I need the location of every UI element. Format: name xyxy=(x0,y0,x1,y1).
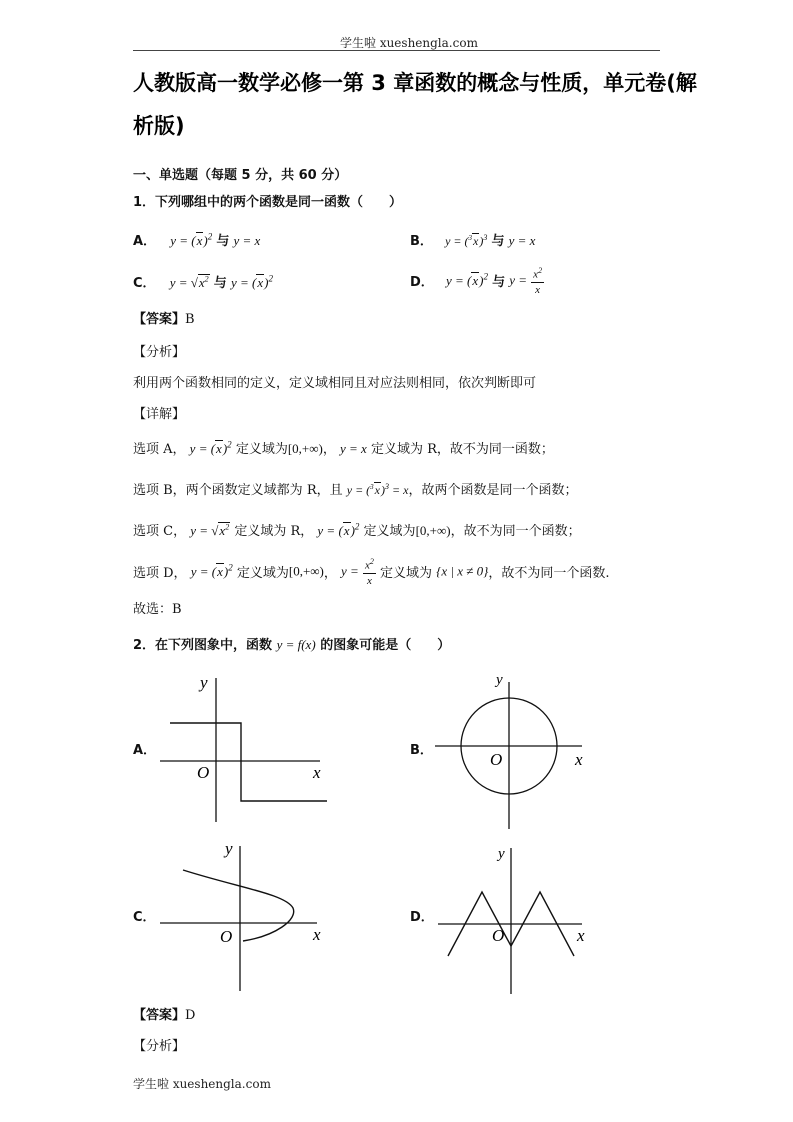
q2-option-c-label: C． xyxy=(133,910,156,925)
q1-option-d-label: D． xyxy=(410,274,434,290)
q1-option-c-rhs: $y = (x)^2$ xyxy=(230,273,273,290)
section-heading: 一、单选题（每题 5 分，共 60 分） xyxy=(133,168,348,183)
q1-option-d-join: 与 xyxy=(492,274,506,290)
q1-detail-d-text5: ，故不为同一个函数. xyxy=(488,565,610,581)
q1-detail-d-set: {x | x ≠ 0} xyxy=(436,563,489,579)
q1-analysis-tag: 【分析】 xyxy=(133,345,186,360)
q2-answer-tag: 【答案】 xyxy=(133,1008,186,1023)
q1-detail-a-text3: ， xyxy=(322,442,336,457)
header-rule xyxy=(133,50,660,51)
q1-detail-d-fraction: $\frac{x^2}{x}$ xyxy=(364,557,374,587)
q1-option-d xyxy=(410,264,544,297)
q1-detail-d-expr2: y = xyxy=(341,563,359,579)
q1-detail-a xyxy=(133,438,554,457)
q1-option-c-label: C． xyxy=(133,276,156,291)
q1-detail-c-text2: 定义域为 R， xyxy=(234,524,314,539)
q2-graph-a-x-label: x xyxy=(313,763,321,782)
q2-answer-value: D xyxy=(185,1008,196,1023)
q2-graph-c xyxy=(155,836,335,996)
q1-detail-a-expr: $y = (x)^2$ xyxy=(189,439,232,456)
q1-option-a-rhs: y = x xyxy=(233,233,261,248)
q1-option-d-rhs: y = xyxy=(509,272,528,288)
q1-stem: 1．下列哪组中的两个函数是同一函数（ ） xyxy=(133,195,403,210)
q2-option-a-label: A． xyxy=(133,743,157,758)
page-title-line1: 人教版高一数学必修一第 3 章函数的概念与性质，单元卷(解 xyxy=(133,71,697,95)
q1-detail-c-expr2: $y = (x)^2$ xyxy=(317,521,360,538)
q1-detail-b-expr: $y = (^3x)^3 = x$ xyxy=(346,482,409,497)
q2-graph-d-x-label: x xyxy=(577,926,585,945)
footer-site: 学生啦 xueshengla.com xyxy=(133,1077,271,1091)
q1-option-a-join: 与 xyxy=(216,234,230,249)
q1-detail-c-text3: 定义域为 xyxy=(363,524,416,539)
q2-option-b-label: B． xyxy=(410,743,433,758)
q1-option-a xyxy=(133,230,260,249)
q2-graph-d xyxy=(430,840,600,1000)
q1-answer-value: B xyxy=(185,312,195,327)
q1-detail-d xyxy=(133,555,609,588)
q2-stem xyxy=(133,634,450,653)
q2-graph-d-y-label: y xyxy=(498,846,505,862)
q2-graph-b xyxy=(430,668,600,834)
q1-detail-b-text2: ，故两个函数是同一个函数； xyxy=(408,483,578,498)
q1-detail-d-text2: 定义域为 xyxy=(236,565,289,581)
q1-conclusion: 故选：B xyxy=(133,602,182,617)
q2-graph-b-y-label: y xyxy=(496,672,503,688)
q1-option-b xyxy=(410,230,535,249)
q1-detail-c-text4: ，故不为同一个函数； xyxy=(450,524,581,539)
q1-analysis-text: 利用两个函数相同的定义，定义域相同且对应法则相同，依次判断即可 xyxy=(133,376,537,391)
q2-stem-prefix: 2．在下列图象中，函数 xyxy=(133,638,273,653)
q1-option-d-lhs: $y = (x)^2$ xyxy=(445,271,488,288)
q2-option-d-label: D． xyxy=(410,910,434,925)
q1-option-b-lhs: $y = (^3x)^3$ xyxy=(445,233,488,248)
q1-detail-b xyxy=(133,479,577,498)
q1-detail-a-expr2: y = x xyxy=(340,441,367,456)
q1-detail-d-text1: 选项 D， xyxy=(133,565,187,581)
q1-detail-tag: 【详解】 xyxy=(133,407,186,422)
q1-detail-a-text1: 选项 A， xyxy=(133,442,186,457)
q1-detail-c-interval: [0,+∞) xyxy=(415,523,451,538)
q1-option-c-lhs: $y = √x^2$ xyxy=(169,274,209,290)
q1-detail-a-text4: 定义域为 R，故不为同一函数； xyxy=(370,442,554,457)
q1-detail-d-text3: ， xyxy=(323,565,337,581)
q2-graph-c-origin-label: O xyxy=(220,927,233,946)
q2-graph-b-origin-label: O xyxy=(490,750,503,769)
q2-stem-function: y = f(x) xyxy=(276,637,316,652)
q2-stem-suffix: 的图象可能是（ ） xyxy=(320,638,451,653)
q2-graph-c-curve xyxy=(183,870,294,941)
q1-detail-b-text1: 选项 B，两个函数定义域都为 R，且 xyxy=(133,483,343,498)
q2-graph-a-curve xyxy=(170,723,327,801)
q1-option-c-join: 与 xyxy=(213,276,227,291)
q1-option-b-join: 与 xyxy=(491,234,505,249)
q1-option-c xyxy=(133,272,273,291)
q1-detail-c-expr1: $y = √x^2$ xyxy=(190,522,230,538)
q2-graph-a-y-label: y xyxy=(200,673,208,692)
q1-answer-tag: 【答案】 xyxy=(133,312,186,327)
header-site: 学生啦 xueshengla.com xyxy=(340,36,478,50)
q1-option-a-label: A． xyxy=(133,234,157,249)
q2-graph-c-y-label: y xyxy=(225,839,233,858)
q1-detail-d-expr1: $y = (x)^2$ xyxy=(190,562,233,579)
page-title-line2: 析版) xyxy=(133,114,185,138)
q2-answer xyxy=(133,1004,195,1023)
q1-option-a-lhs: $y = (x)^2$ xyxy=(170,231,213,248)
q2-graph-a xyxy=(150,670,340,830)
q1-detail-c-text1: 选项 C， xyxy=(133,524,187,539)
q2-graph-a-origin-label: O xyxy=(197,763,210,782)
q1-option-b-rhs: y = x xyxy=(508,233,536,248)
q1-detail-d-interval: [0,+∞) xyxy=(288,563,324,579)
q1-option-d-fraction: $\frac{x^2}{x}$ xyxy=(533,266,543,296)
q2-graph-b-x-label: x xyxy=(575,750,583,769)
q1-answer xyxy=(133,308,195,327)
q1-detail-a-text2: 定义域为 xyxy=(235,442,288,457)
q2-graph-c-x-label: x xyxy=(313,925,321,944)
q2-graph-d-origin-label: O xyxy=(492,926,505,945)
q1-detail-c xyxy=(133,520,581,539)
q1-option-b-label: B． xyxy=(410,234,433,249)
q2-analysis-tag: 【分析】 xyxy=(133,1039,186,1054)
q1-detail-d-text4: 定义域为 xyxy=(380,565,433,581)
q1-detail-a-interval: [0,+∞) xyxy=(287,441,323,456)
